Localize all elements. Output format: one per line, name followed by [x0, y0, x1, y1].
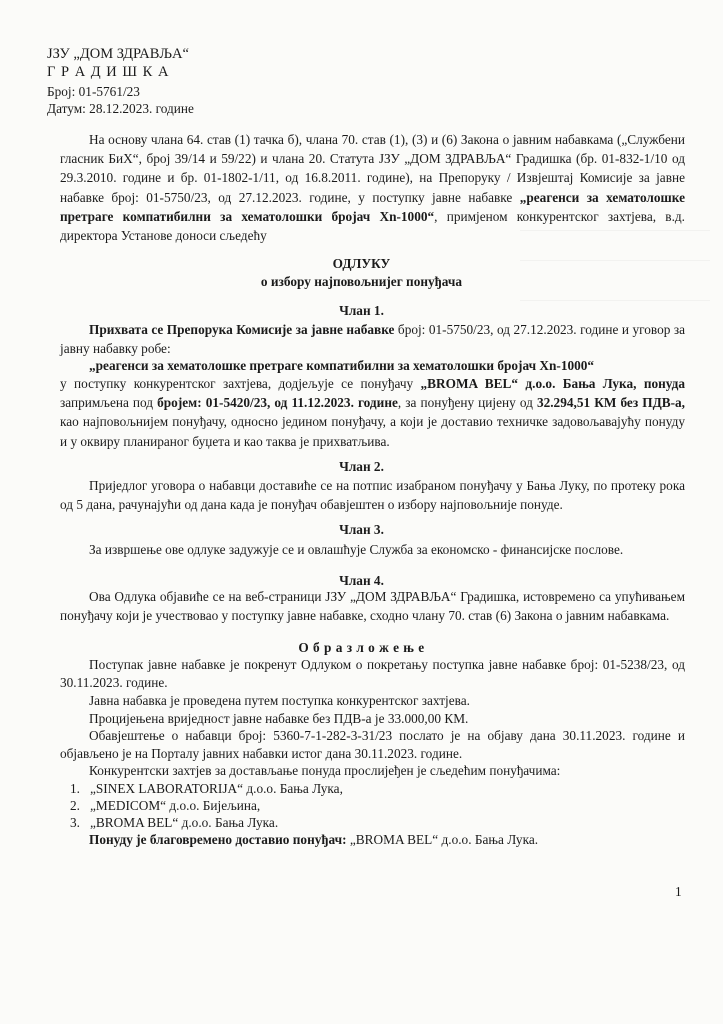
document-number: Број: 01-5761/23 — [47, 84, 140, 99]
reasoning-final — [60, 831, 714, 849]
bleed-through-mark — [520, 300, 710, 301]
reasoning-paragraph-2: Јавна набавка је проведена путем поступка конкурентског захтјева. — [89, 693, 470, 708]
article-1-heading: Члан 1. — [339, 303, 384, 318]
page-number: 1 — [675, 884, 682, 899]
article-1-bidder: „BROMA BEL“ д.о.о. Бања Лука, понуда — [420, 376, 685, 391]
list-item-number: 2. — [70, 798, 80, 813]
list-item: „SINEX LABORATORIJA“ д.о.о. Бања Лука, — [90, 781, 343, 796]
article-1-text: запримљена под — [60, 395, 158, 411]
institution-city: Г Р А Д И Ш К А — [47, 64, 170, 80]
article-1-text: у поступку конкурентског захтјева, додјељује се понуђачу — [60, 376, 421, 391]
reasoning-paragraph-5: Конкурентски захтјев за достављање понуда прослијеђен је сљедећим понуђачима: — [89, 763, 561, 778]
article-1-subject: „реагенси за хематолошке претраге компатибилни за хематолошки бројач Xn-1000“ — [89, 358, 595, 373]
intro-text: На основу члана 64. став (1) тачка б), члана 70. став (1), (3) и (6) Закона о јавним набавкама („Службени гласник БиХ“, број 39/14 и 59/22) и члана 20. Статута ЈЗУ „ДОМ ЗДРАВЉА“ Градишка (бр. 01-832-1/10 од 29.3.2010. године и бр. 01-1802-1/11, од 16.8.2011. године), на Препоруку / Извјештај Комисије за јавне набавке број: 01-5750/23, од 27.12.2023. године, у поступку јавне набавке — [60, 132, 685, 205]
reasoning-paragraph-3: Процијењена вриједност јавне набавке без ПДВ-а је 33.000,00 КМ. — [89, 711, 469, 726]
procurement-subject: „реагенси за хематолошке претраге компатибилни за хематолошки бројач Xn-1000“ — [60, 189, 685, 224]
article-1-lead-rest: број: 01-5750/23, од 27.12.2023. године и уговор за јавну набавку робе: — [60, 322, 685, 357]
reasoning-final-bold: Понуду је благовремено доставио понуђач: — [89, 832, 347, 847]
list-item: „MEDICOM“ д.о.о. Бијељина, — [90, 798, 261, 813]
article-3-text: За извршење ове одлуке задужује се и овлашћује Служба за економско - финансијске послове. — [89, 542, 624, 557]
list-item-number: 3. — [70, 815, 80, 830]
article-2-text: Приједлог уговора о набавци доставиће се на потпис изабраном понуђачу у Бања Луку, по протеку рока од 5 дана, рачунајући од дана када је понуђач обавјештен о избору најповољније понуде. — [60, 478, 685, 513]
article-1-lead-bold: Прихвата се Препорука Комисије за јавне набавке — [89, 322, 395, 337]
article-1-text: као најповољнијем понуђачу, односно једином понуђачу, а који је доставио техничке задовољавајућу понуду и у оквиру планираног буџета и као таква је прихватљива. — [60, 414, 685, 449]
article-1-price: 32.294,51 КМ без ПДВ-а, — [536, 395, 685, 411]
reasoning-paragraph-4: Обавјештење о набавци број: 5360-7-1-282-3-31/23 послато је на објаву дана 30.11.2023. године и објављено је на Порталу јавних набавки истог дана 30.11.2023. године. — [60, 728, 685, 761]
list-item: „BROMA BEL“ д.о.о. Бања Лука. — [90, 815, 279, 830]
institution-name: ЈЗУ „ДОМ ЗДРАВЉА“ — [47, 46, 189, 62]
article-4-text: Ова Одлука објавиће се на веб-страници ЈЗУ „ДОМ ЗДРАВЉА“ Градишка, истовремено са упућивањем понуђачу који је учествовао у поступку јавне набавке, сходно члану 70. став (6) Закона о јавним набавкама. — [60, 589, 685, 624]
article-1-text: , за понуђену цијену од — [397, 395, 537, 411]
reasoning-heading: О б р а з л о ж е њ е — [298, 640, 425, 655]
intro-text-end: , примјеном конкурентског захтјева, в.д. директора Установе доноси сљедећу — [60, 208, 685, 244]
article-1-reference: бројем: 01-5420/23, од 11.12.2023. године — [157, 395, 398, 411]
article-3-heading: Члан 3. — [339, 522, 384, 537]
reasoning-final-rest: „BROMA BEL“ д.о.о. Бања Лука. — [346, 832, 539, 847]
article-2-heading: Члан 2. — [339, 459, 384, 474]
document-date: Датум: 28.12.2023. године — [47, 101, 194, 116]
article-4-heading: Члан 4. — [339, 573, 384, 588]
article-1-lead — [60, 320, 685, 358]
reasoning-paragraph-1: Поступак јавне набавке је покренут Одлуком о покретању поступка јавне набавке број: 01-5238/23, од 30.11.2023. године. — [60, 657, 685, 690]
decision-title: ОДЛУКУ — [332, 256, 391, 271]
decision-subtitle: о избору најповољнијег понуђача — [260, 274, 463, 289]
intro-paragraph — [60, 130, 685, 245]
list-item-number: 1. — [70, 781, 80, 796]
article-1-body — [60, 374, 685, 451]
